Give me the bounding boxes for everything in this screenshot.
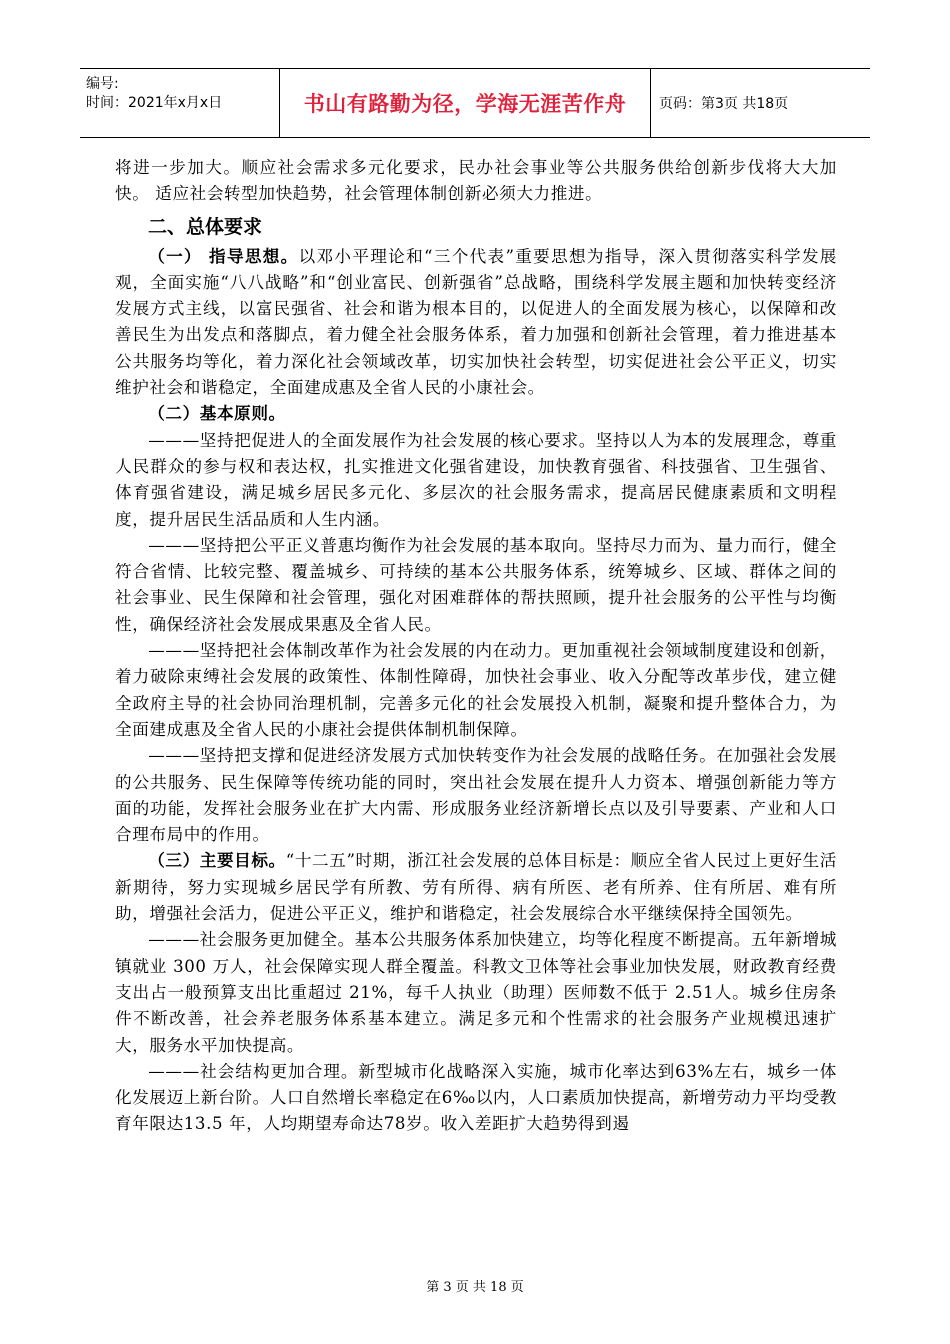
paragraph-text: “十二五”时期，浙江社会发展的总体目标是：顺应全省人民过上更好生活新期待，努力实现城乡居民学有所教、劳有所得、病有所医、老有所养、住有所居、难有所助，增强社会活力，促进公平正义，维护和谐稳定，社会发展综合水平继续保持全国领先。: [115, 851, 837, 924]
header-code: 编号:: [86, 76, 119, 92]
header-motto-cell: [280, 69, 651, 137]
header-meta: [80, 69, 280, 137]
subsection-label: （三）主要目标。: [148, 851, 286, 871]
page-header: [80, 68, 870, 138]
section-title: 二、总体要求: [148, 215, 263, 238]
subsection-heading-principles: [115, 401, 837, 427]
paragraph-goal: ———社会结构更加合理。新型城市化战略深入实施，城市化率达到63%左右，城乡一体化发展迈上新台阶。人口自然增长率稳定在6‰以内，人口素质加快提高，新增劳动力平均受教育年限达13.5 年，人均期望寿命达78岁。收入差距扩大趋势得到遏: [115, 1061, 837, 1134]
header-motto: 书山有路勤为径，学海无涯苦作舟: [303, 92, 627, 116]
header-time: 时间：2021年x月x日: [86, 95, 223, 111]
paragraph-principle: ———坚持把支撑和促进经济发展方式加快转变作为社会发展的战略任务。在加强社会发展的公共服务、民生保障等传统功能的同时，突出社会发展在提升人力资本、增强创新能力等方面的功能，发挥社会服务业在扩大内需、形成服务业经济新增长点以及引导要素、产业和人口合理布局中的作用。: [115, 746, 837, 845]
paragraph-principle: ———坚持把社会体制改革作为社会发展的内在动力。更加重视社会领域制度建设和创新，着力破除束缚社会发展的政策性、体制性障碍，加快社会事业、收入分配等改革步伐，建立健全政府主导的社会协同治理机制，完善多元化的社会发展投入机制，凝聚和提升整体合力，为全面建成惠及全省人民的小康社会提供体制机制保障。: [115, 641, 837, 739]
paragraph-main-goals: [115, 848, 837, 927]
document-body: [115, 155, 837, 1138]
paragraph-principle: ———坚持把公平正义普惠均衡作为社会发展的基本取向。坚持尽力而为、量力而行，健全符合省情、比较完整、覆盖城乡、可持续的基本公共服务体系，统筹城乡、区域、群体之间的社会事业、民生保障和社会管理，强化对困难群体的帮扶照顾，提升社会服务的公平性与均衡性，确保经济社会发展成果惠及全省人民。: [115, 535, 837, 634]
header-page-number: 页码：第3页 共18页: [659, 96, 789, 112]
subsection-label: （一） 指导思想。: [148, 246, 299, 266]
paragraph-continued: 将进一步加大。顺应社会需求多元化要求，民办社会事业等公共服务供给创新步伐将大大加快。 适应社会转型加快趋势，社会管理体制创新必须大力推进。: [115, 158, 837, 204]
subsection-label: （二）基本原则。: [148, 404, 286, 424]
paragraph-text: 以邓小平理论和“三个代表”重要思想为指导，深入贯彻落实科学发展观，全面实施“八八战略”和“创业富民、创新强省”总战略，围绕科学发展主题和加快转变经济发展方式主线，以富民强省、社会和谐为根本目的，以促进人的全面发展为核心，以保障和改善民生为出发点和落脚点，着力健全社会服务体系，着力加强和创新社会管理，着力推进基本公共服务均等化，着力深化社会领域改革，切实加快社会转型，切实促进社会公平正义，切实维护社会和谐稳定，全面建成惠及全省人民的小康社会。: [115, 246, 837, 398]
paragraph-guiding-ideology: [115, 244, 837, 402]
paragraph-goal: ———社会服务更加健全。基本公共服务体系加快建立，均等化程度不断提高。五年新增城镇就业 300 万人，社会保障实现人群全覆盖。科教文卫体等社会事业加快发展，财政教育经费支出占一般预算支出比重超过 21%，每千人执业（助理）医师数不低于 2.51人。城乡住房条件不断改善，社会养老服务体系基本建立。满足多元和个性需求的社会服务产业规模迅速扩大，服务水平加快提高。: [115, 930, 837, 1055]
page-footer: 第 3 页 共 18 页: [426, 1280, 524, 1295]
paragraph-principle: ———坚持把促进人的全面发展作为社会发展的核心要求。坚持以人为本的发展理念，尊重人民群众的参与权和表达权，扎实推进文化强省建设，加快教育强省、科技强省、卫生强省、体育强省建设，满足城乡居民多元化、多层次的社会服务需求，提高居民健康素质和文明程度，提升居民生活品质和人生内涵。: [115, 430, 837, 529]
header-page-cell: [651, 69, 870, 137]
